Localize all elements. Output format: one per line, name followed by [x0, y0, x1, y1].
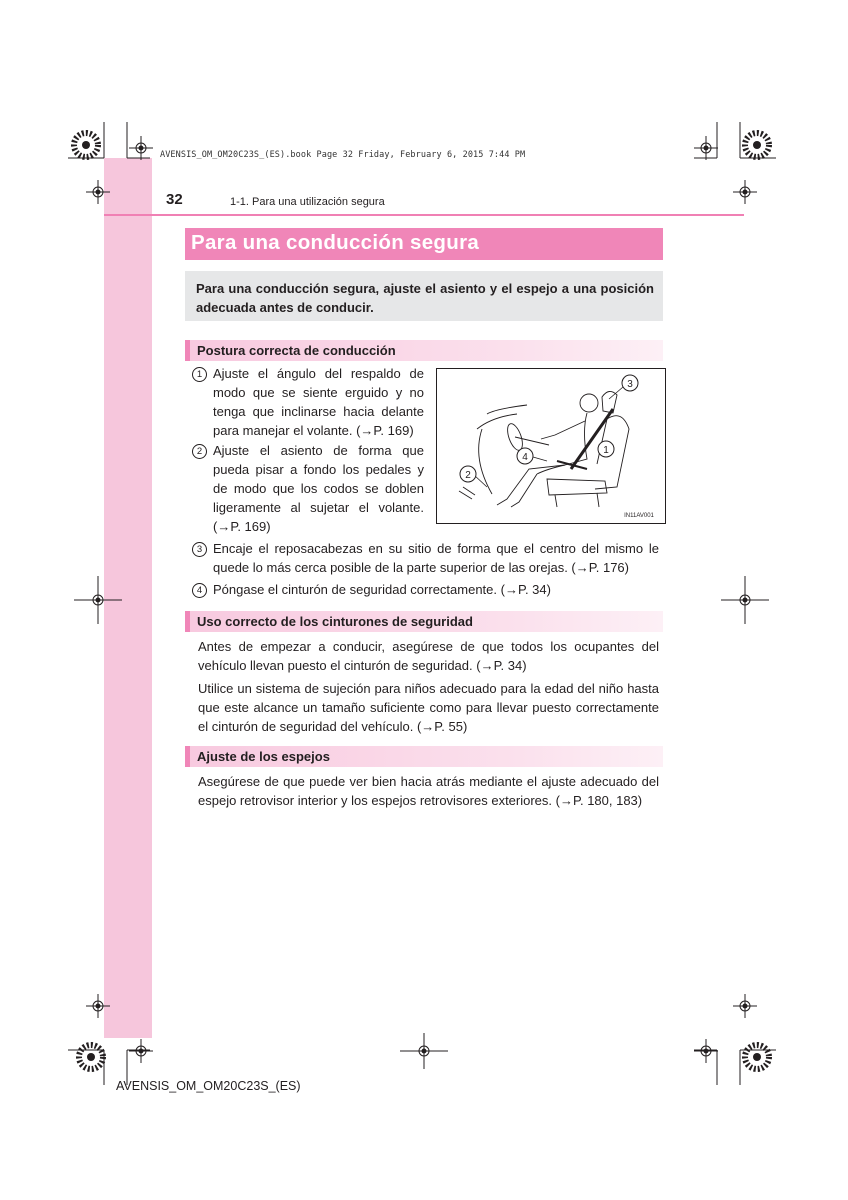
- driver-seat-illustration: [437, 369, 665, 523]
- header-divider: [104, 214, 744, 216]
- seatbelts-paragraph-2: Utilice un sistema de sujeción para niños adecuado para la edad del niño hasta que este alcance un tamaño suficiente como para llevar puesto correctamente el cinturón de seguridad del vehículo. (→P. 55): [198, 681, 659, 734]
- book-file-line: AVENSIS_OM_OM20C23S_(ES).book Page 32 Friday, February 6, 2015 7:44 PM: [160, 150, 526, 160]
- posture-item-1: Ajuste el ángulo del respaldo de modo que se siente erguido y no tenga que inclinarse hacia delante para manejar el volante. (→P. 169): [213, 366, 424, 438]
- figure-code: IN11AV001: [624, 513, 654, 519]
- footer-code: AVENSIS_OM_OM20C23S_(ES): [116, 1079, 301, 1093]
- seatbelts-heading: Uso correcto de los cinturones de seguridad: [197, 614, 473, 629]
- item-number-4: 4: [192, 583, 207, 598]
- mirrors-heading: Ajuste de los espejos: [197, 749, 330, 764]
- page-title: Para una conducción segura: [191, 231, 480, 254]
- item-number-1: 1: [192, 367, 207, 382]
- driving-posture-figure: [436, 368, 666, 524]
- posture-item-4: Póngase el cinturón de seguridad correctamente. (→P. 34): [213, 582, 551, 597]
- callout-3: 3: [627, 379, 633, 390]
- intro-box: [185, 271, 663, 321]
- callout-4: 4: [522, 452, 528, 463]
- item-number-2: 2: [192, 444, 207, 459]
- posture-heading: Postura correcta de conducción: [197, 343, 396, 358]
- mirrors-paragraph: Asegúrese de que puede ver bien hacia atrás mediante el ajuste adecuado del espejo retrovisor interior y los espejos retrovisores exteriores. (→P. 180, 183): [198, 774, 659, 808]
- seatbelts-heading-bar: [185, 611, 663, 632]
- seatbelts-paragraph-1: Antes de empezar a conducir, asegúrese de que todos los ocupantes del vehículo llevan puesto el cinturón de seguridad. (→P. 34): [198, 639, 659, 673]
- callout-1: 1: [603, 445, 609, 456]
- item-number-3: 3: [192, 542, 207, 557]
- page-number: 32: [166, 191, 183, 208]
- posture-item-3: Encaje el reposacabezas en su sitio de forma que el centro del mismo le quede lo más cerca posible de la parte superior de las orejas. (→P. 176): [213, 541, 659, 575]
- callout-2: 2: [465, 470, 471, 481]
- mirrors-heading-bar: [185, 746, 663, 767]
- posture-item-2: Ajuste el asiento de forma que pueda pisar a fondo los pedales y de modo que los codos se doblen ligeramente al sujetar el volante. (→P. 169): [213, 443, 424, 534]
- posture-heading-bar: [185, 340, 663, 361]
- section-title: 1-1. Para una utilización segura: [230, 196, 385, 208]
- intro-text: Para una conducción segura, ajuste el asiento y el espejo a una posición adecuada antes de conducir.: [196, 281, 654, 315]
- page-title-bar: [185, 228, 663, 260]
